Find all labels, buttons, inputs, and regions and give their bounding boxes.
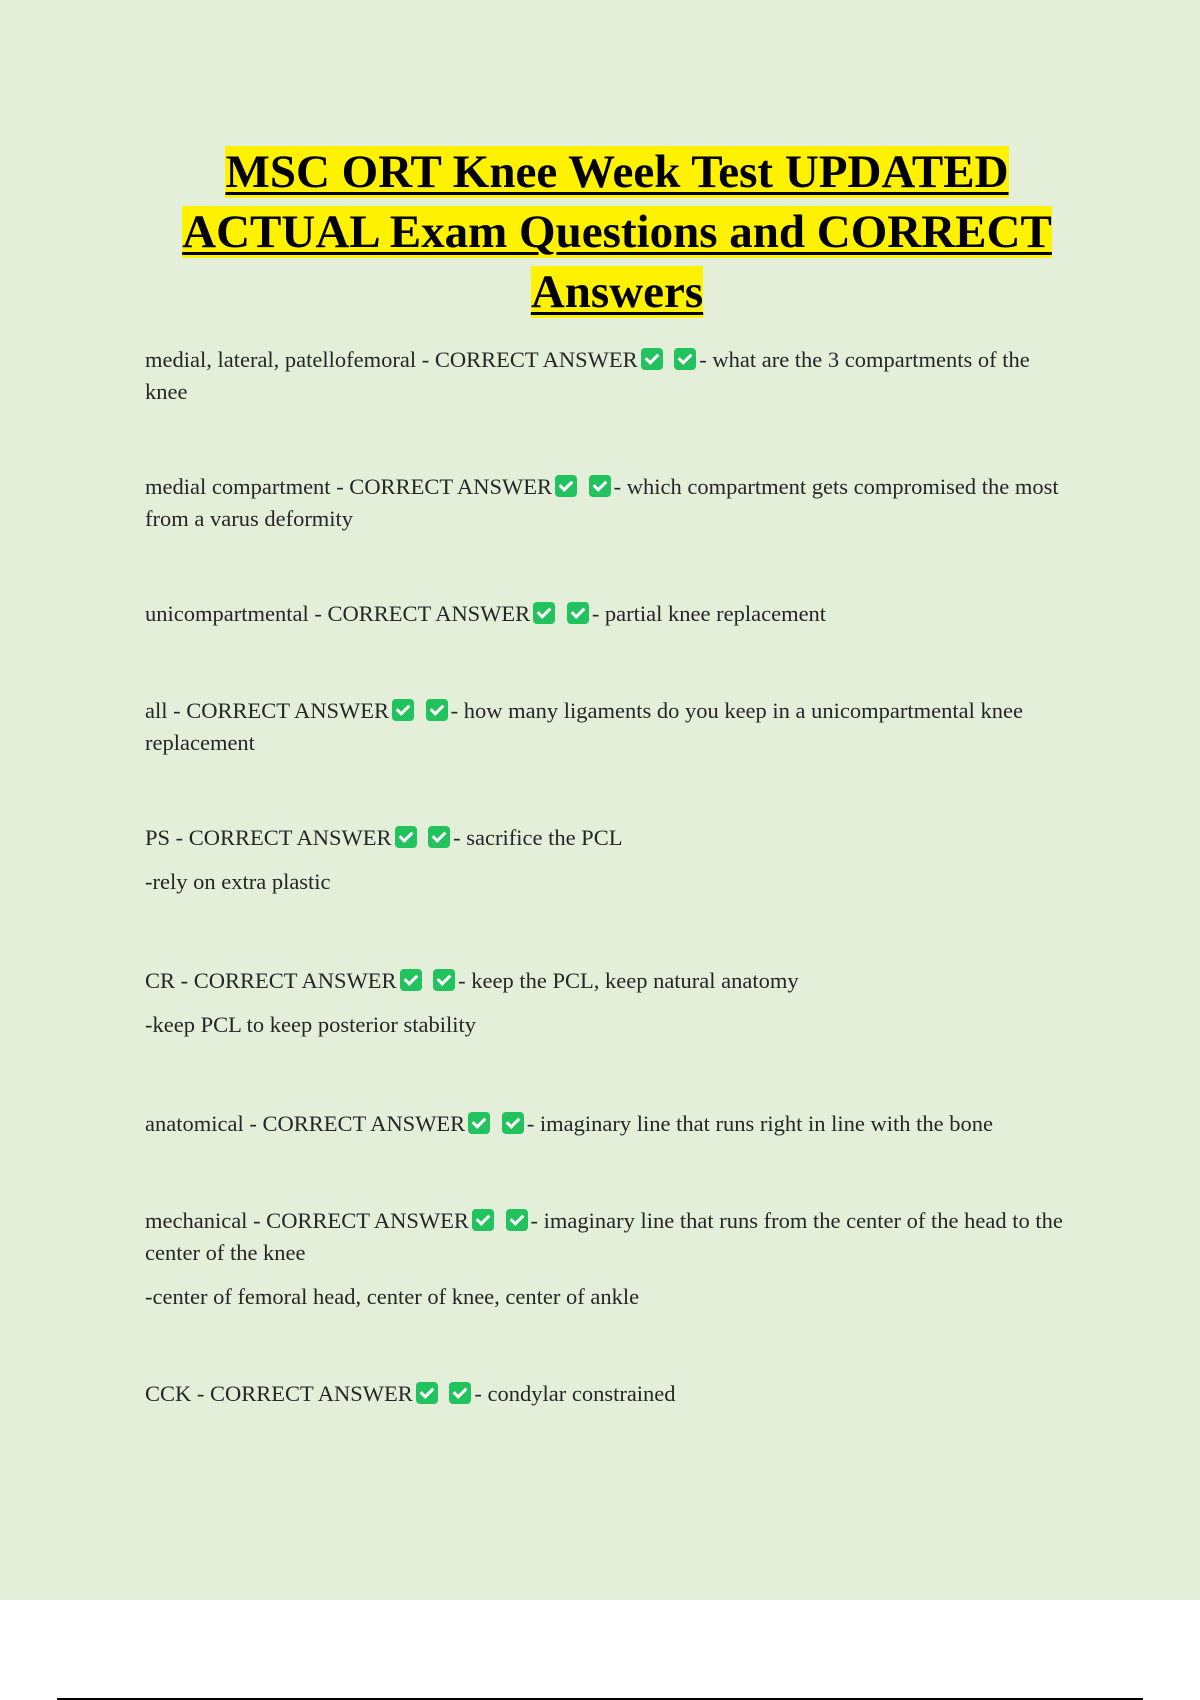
qa-line [145, 1378, 1075, 1410]
answer-text: medial, lateral, patellofemoral [145, 347, 417, 372]
check-mark-icon [589, 475, 611, 497]
correct-answer-marker: - CORRECT ANSWER [175, 825, 392, 850]
check-mark-icon [400, 969, 422, 991]
check-mark-icon [468, 1112, 490, 1134]
qa-line [145, 695, 1075, 759]
qa-line [145, 822, 1075, 854]
document-title [150, 142, 1084, 322]
qa-entry [145, 471, 1075, 535]
correct-answer-marker: - CORRECT ANSWER [173, 698, 389, 723]
note-text: -keep PCL to keep posterior stability [145, 1012, 476, 1037]
question-text: - imaginary line that runs right in line with the bone [526, 1111, 993, 1136]
correct-answer-marker: - CORRECT ANSWER [336, 474, 553, 499]
question-text: - condylar constrained [474, 1381, 676, 1406]
note-text: -center of femoral head, center of knee, center of ankle [145, 1284, 640, 1309]
check-mark-icon [567, 602, 589, 624]
answer-text: PS [145, 825, 171, 850]
correct-answer-marker: - CORRECT ANSWER [249, 1111, 466, 1136]
qa-entry [145, 598, 1075, 630]
qa-line [145, 1205, 1075, 1269]
qa-line [145, 965, 1075, 997]
check-mark-icon [555, 475, 577, 497]
answer-text: anatomical [145, 1111, 244, 1136]
correct-answer-marker: - CORRECT ANSWER [253, 1208, 469, 1233]
check-mark-icon [392, 699, 414, 721]
check-mark-icon [433, 969, 455, 991]
answer-text: unicompartmental [145, 601, 309, 626]
question-text: - sacrifice the PCL [453, 825, 623, 850]
question-text: - partial knee replacement [591, 601, 827, 626]
answer-text: CR [145, 968, 176, 993]
correct-answer-marker: - CORRECT ANSWER [196, 1381, 413, 1406]
correct-answer-marker: - CORRECT ANSWER [314, 601, 531, 626]
question-text: - keep the PCL, keep natural anatomy [458, 968, 799, 993]
qa-line [145, 344, 1075, 408]
qa-line [145, 471, 1075, 535]
note-text: -rely on extra plastic [145, 869, 331, 894]
check-mark-icon [449, 1382, 471, 1404]
qa-entry [145, 1205, 1075, 1313]
qa-entry [145, 822, 1075, 898]
correct-answer-marker: - CORRECT ANSWER [180, 968, 397, 993]
correct-answer-marker: - CORRECT ANSWER [421, 347, 638, 372]
qa-entry [145, 1378, 1075, 1410]
document-title-text: MSC ORT Knee Week Test UPDATED ACTUAL Exam Questions and CORRECT Answers [182, 146, 1052, 318]
answer-text: all [145, 698, 168, 723]
check-mark-icon [426, 699, 448, 721]
check-mark-icon [533, 602, 555, 624]
answer-text: CCK [145, 1381, 192, 1406]
question-text: - what are the 3 compartments of the knee [145, 347, 1030, 404]
qa-entry [145, 695, 1075, 759]
question-text: - how many ligaments do you keep in a unicompartmental knee replacement [145, 698, 1023, 755]
check-mark-icon [428, 826, 450, 848]
question-text: - imaginary line that runs from the center of the head to the center of the knee [145, 1208, 1063, 1265]
qa-entry [145, 965, 1075, 1041]
question-text: - which compartment gets compromised the most from a varus deformity [145, 474, 1059, 531]
check-mark-icon [674, 348, 696, 370]
answer-text: medial compartment [145, 474, 331, 499]
check-mark-icon [641, 348, 663, 370]
check-mark-icon [395, 826, 417, 848]
qa-entry [145, 1108, 1075, 1140]
answer-text: mechanical [145, 1208, 248, 1233]
check-mark-icon [502, 1112, 524, 1134]
check-mark-icon [472, 1209, 494, 1231]
qa-line [145, 1108, 1075, 1140]
check-mark-icon [416, 1382, 438, 1404]
qa-line [145, 598, 1075, 630]
qa-entry [145, 344, 1075, 408]
check-mark-icon [506, 1209, 528, 1231]
